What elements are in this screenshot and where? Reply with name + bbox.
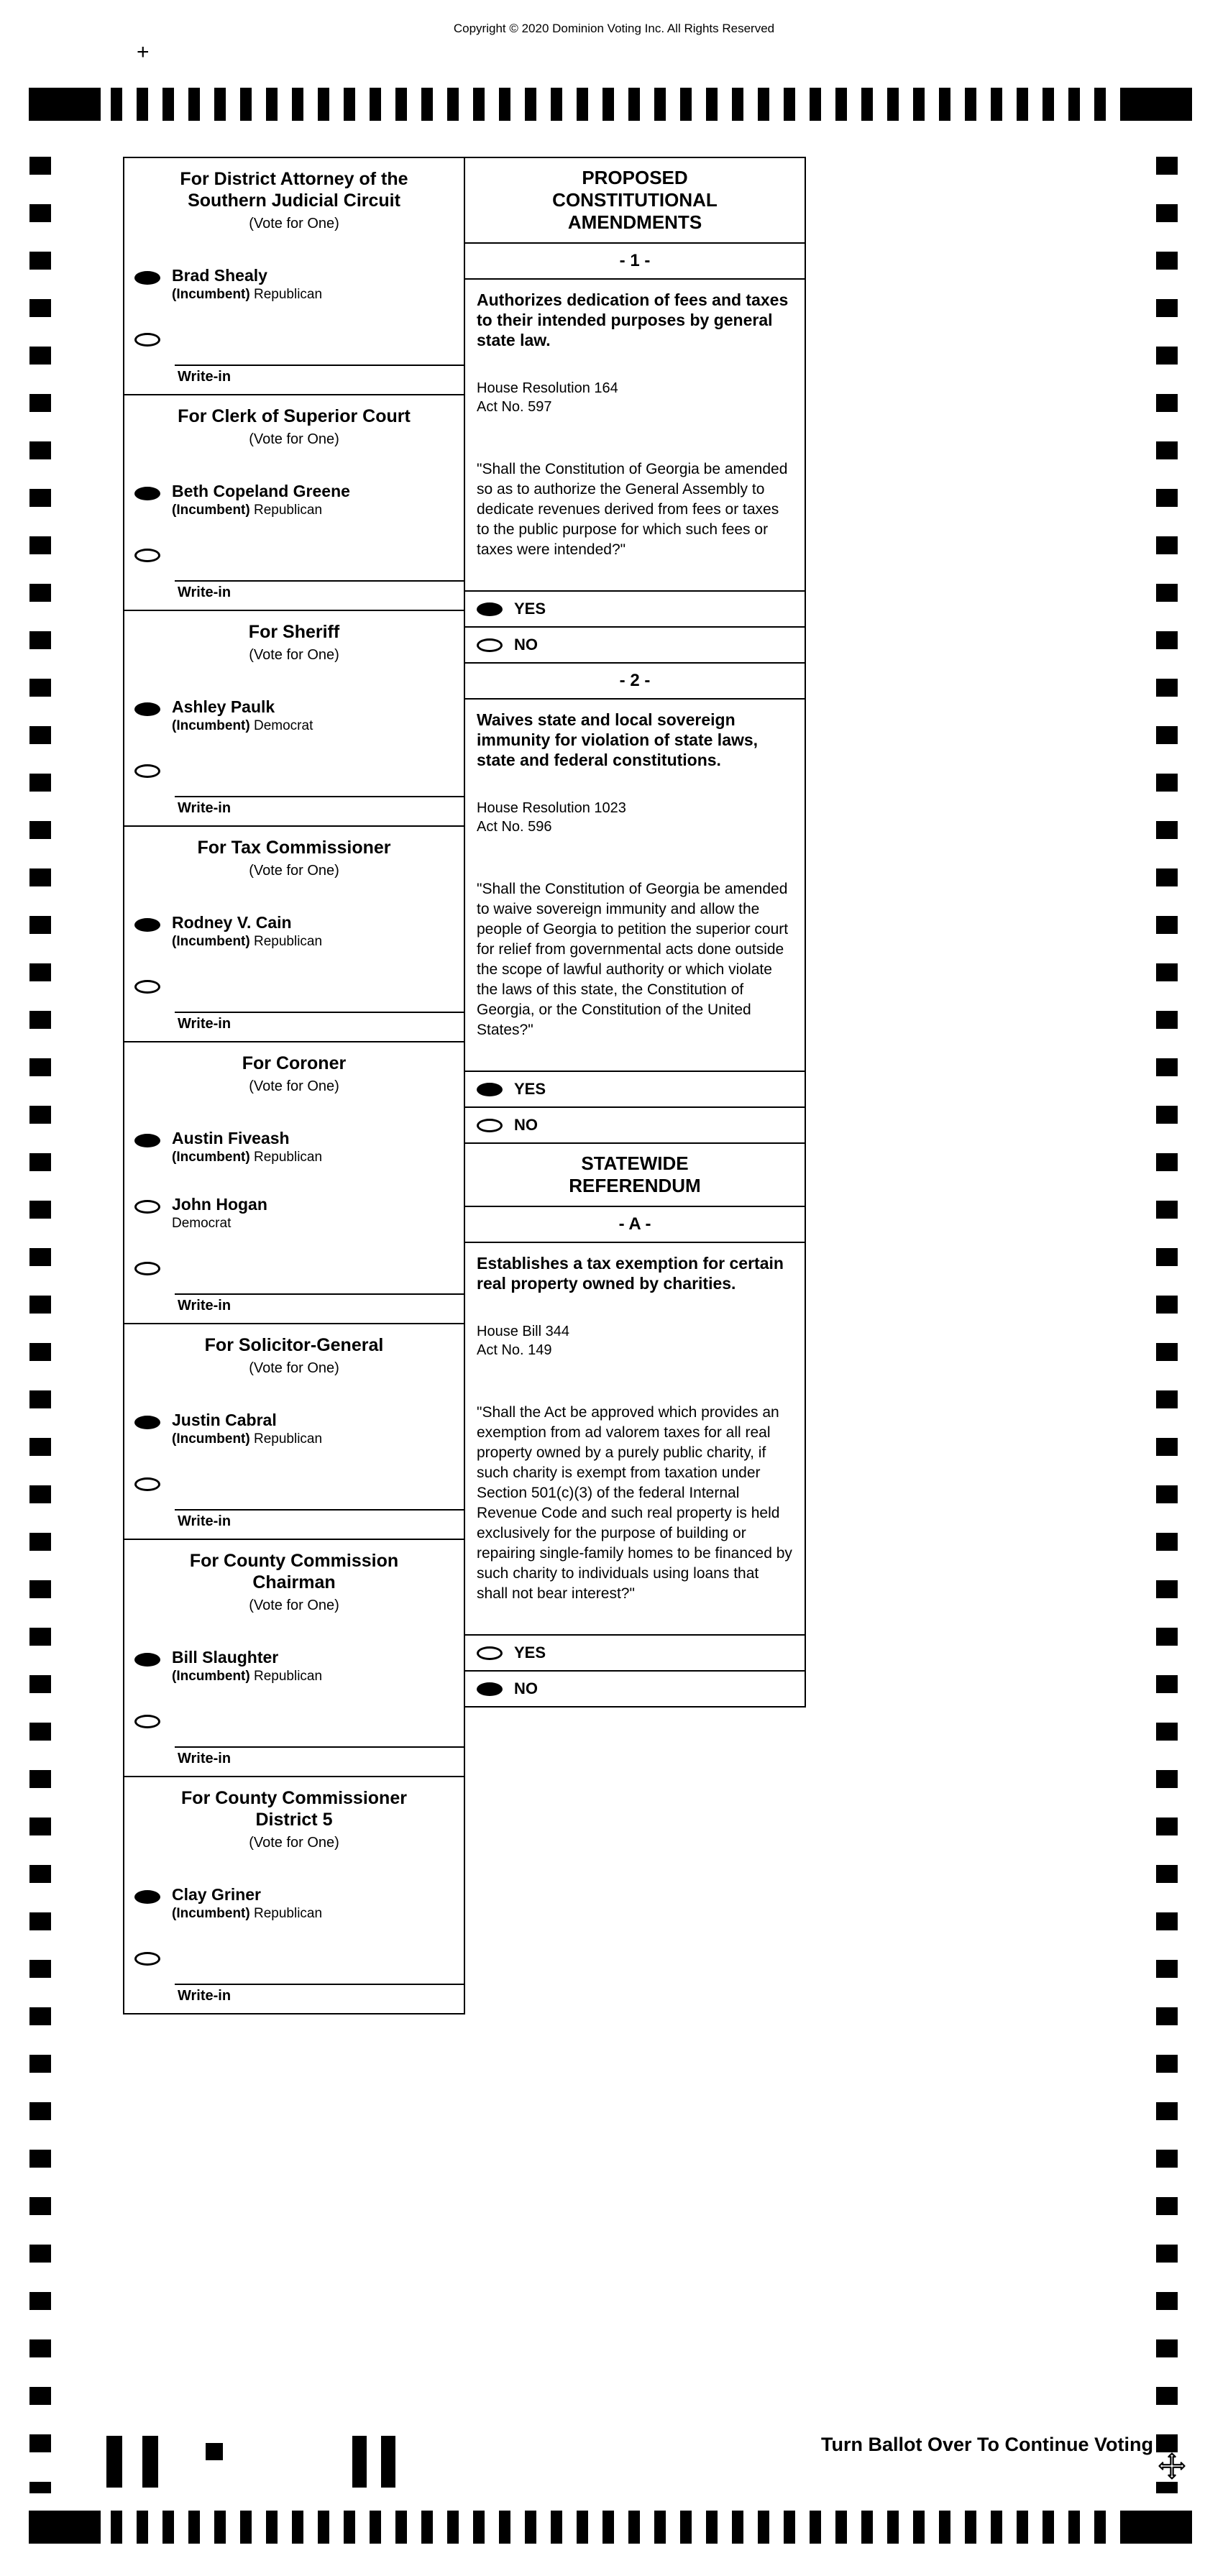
choice-label: NO <box>514 1116 538 1134</box>
write-in-oval-row <box>134 333 464 350</box>
measure-reference-line: Act No. 149 <box>477 1342 552 1358</box>
measure-references <box>477 379 793 416</box>
write-in-oval-row <box>134 980 464 997</box>
candidate-option[interactable] <box>124 1196 464 1232</box>
candidate-detail: (Incumbent) Republican <box>172 1906 323 1921</box>
candidate-text <box>172 1129 322 1165</box>
write-in-oval-row <box>134 549 464 566</box>
write-in-label: Write-in <box>178 1298 232 1314</box>
write-in-option[interactable] <box>124 1715 464 1776</box>
write-in-label: Write-in <box>178 585 232 600</box>
measure-question: "Shall the Constitution of Georgia be amended to waive sovereign immunity and allow the people of Georgia to petition the superior court for relief from governmental acts done outside the scope of lawful authority or which violate the laws of this state, the Constitution of Georgia, or the Constitution of the United States?" <box>477 881 789 1038</box>
contest-box <box>124 827 464 1042</box>
measure-reference-line: Act No. 597 <box>477 399 552 415</box>
timing-marks-left <box>29 157 51 2493</box>
contest-title: For Solicitor-General <box>204 1335 384 1355</box>
measure-body <box>465 700 805 1040</box>
filled-oval[interactable] <box>134 702 160 716</box>
contest-instruction: (Vote for One) <box>249 1078 339 1094</box>
candidate-detail: Democrat <box>172 1216 232 1231</box>
ballot-body <box>123 157 806 2014</box>
write-in-oval-row <box>134 1715 464 1732</box>
candidate-text <box>172 1649 322 1685</box>
filled-oval[interactable] <box>134 487 160 500</box>
contest-title: For Tax Commissioner <box>197 838 391 858</box>
write-in-oval-row <box>134 1477 464 1495</box>
candidate-text <box>172 914 322 950</box>
orientation-marks <box>106 2436 423 2490</box>
contest-title: For Coroner <box>242 1053 347 1073</box>
write-in-option[interactable] <box>124 1477 464 1539</box>
contest-title: For County Commissioner District 5 <box>181 1788 407 1830</box>
measure-references <box>477 799 793 836</box>
write-in-label: Write-in <box>178 800 232 816</box>
measure-summary: Authorizes dedication of fees and taxes to their intended purposes by general state law. <box>477 290 789 349</box>
choice-label: YES <box>514 1080 546 1098</box>
write-in-option[interactable] <box>124 980 464 1041</box>
section-header-title: PROPOSED CONSTITUTIONAL AMENDMENTS <box>552 167 718 233</box>
choice-list <box>465 1634 805 1706</box>
turn-over-icon <box>1158 2452 1186 2480</box>
timing-block-left <box>29 88 101 121</box>
filled-oval[interactable] <box>134 1653 160 1667</box>
write-in-oval-row <box>134 1952 464 1969</box>
measure-label: - 2 - <box>465 664 805 700</box>
measure-column <box>465 157 806 1708</box>
choice-label: YES <box>514 600 546 618</box>
contest-title: For Sheriff <box>248 622 340 642</box>
write-in-oval-row <box>134 764 464 781</box>
filled-oval[interactable] <box>134 1134 160 1147</box>
candidate-text <box>172 482 350 518</box>
filled-oval[interactable] <box>134 1416 160 1429</box>
candidate-option[interactable] <box>124 1649 464 1685</box>
orientation-bar <box>142 2436 158 2488</box>
candidate-text <box>172 1196 267 1232</box>
candidate-detail: (Incumbent) Republican <box>172 1150 323 1165</box>
section-header <box>465 158 805 244</box>
contest-box <box>124 1777 464 2013</box>
write-in-label: Write-in <box>178 1016 232 1032</box>
write-in-oval-row <box>134 1262 464 1279</box>
write-in-label: Write-in <box>178 1751 232 1766</box>
measure-question: "Shall the Act be approved which provides an exemption from ad valorem taxes for all real property owned by a purely public charity, if such charity is exempt from taxation under Section 501(c)(3) of the federal Internal Revenue Code and such real property is held exclusively for the purpose of building or repairing single-family homes to be financed by such charity to individuals using loans that shall not bear interest?" <box>477 1404 792 1602</box>
measure-label: - 1 - <box>465 244 805 280</box>
empty-oval[interactable] <box>477 1646 503 1660</box>
contest-instruction: (Vote for One) <box>249 1360 339 1376</box>
candidate-text <box>172 1886 322 1922</box>
contest-box <box>124 1324 464 1540</box>
turn-over-text: Turn Ballot Over To Continue Voting <box>821 2434 1153 2455</box>
filled-oval[interactable] <box>134 918 160 932</box>
measure-summary: Establishes a tax exemption for certain real property owned by charities. <box>477 1254 784 1293</box>
empty-oval[interactable] <box>134 1715 160 1728</box>
choice-option[interactable] <box>465 626 805 662</box>
candidate-name: John Hogan <box>172 1195 267 1214</box>
timing-ticks-top <box>111 88 1110 121</box>
write-in-option[interactable] <box>124 1952 464 2013</box>
timing-ticks-bottom <box>111 2511 1110 2544</box>
measure-box <box>465 664 805 1144</box>
choice-option[interactable] <box>465 1670 805 1706</box>
write-in-label: Write-in <box>178 369 232 385</box>
contest-instruction: (Vote for One) <box>249 863 339 879</box>
measure-references <box>477 1322 793 1360</box>
contest-box <box>124 1540 464 1777</box>
candidate-option[interactable] <box>124 267 464 303</box>
measure-label: - A - <box>465 1207 805 1243</box>
orientation-bar <box>352 2436 367 2488</box>
choice-list <box>465 1071 805 1142</box>
candidate-option[interactable] <box>124 1129 464 1165</box>
contest-instruction: (Vote for One) <box>249 216 339 232</box>
candidate-detail: (Incumbent) Republican <box>172 287 323 302</box>
orientation-square <box>206 2443 223 2460</box>
candidate-option[interactable] <box>124 1411 464 1447</box>
empty-oval[interactable] <box>134 1952 160 1966</box>
candidate-detail: (Incumbent) Republican <box>172 1431 323 1447</box>
contest-instruction: (Vote for One) <box>249 647 339 663</box>
filled-oval[interactable] <box>134 1890 160 1904</box>
candidate-name: Ashley Paulk <box>172 697 275 716</box>
empty-oval[interactable] <box>134 1200 160 1214</box>
contest-title: For District Attorney of the Southern Judicial Circuit <box>180 169 408 211</box>
filled-oval[interactable] <box>477 1682 503 1696</box>
contest-box <box>124 395 464 611</box>
timing-block-right <box>1120 2511 1192 2544</box>
contest-instruction: (Vote for One) <box>249 1598 339 1613</box>
candidate-name: Beth Copeland Greene <box>172 482 350 500</box>
contest-box <box>124 158 464 395</box>
section-header-title: STATEWIDE REFERENDUM <box>569 1152 701 1196</box>
choice-option[interactable] <box>465 590 805 626</box>
copyright-text: Copyright © 2020 Dominion Voting Inc. All Rights Reserved <box>453 22 775 35</box>
timing-marks-top <box>29 88 1192 121</box>
measure-reference-line: House Resolution 1023 <box>477 800 626 816</box>
empty-oval[interactable] <box>134 764 160 778</box>
timing-marks-bottom <box>29 2511 1192 2544</box>
timing-marks-right <box>1156 157 1178 2493</box>
write-in-label: Write-in <box>178 1513 232 1529</box>
choice-option[interactable] <box>465 1106 805 1142</box>
choice-list <box>465 590 805 662</box>
contest-title: For Clerk of Superior Court <box>178 406 411 426</box>
empty-oval[interactable] <box>134 549 160 562</box>
candidate-name: Justin Cabral <box>172 1411 277 1429</box>
filled-oval[interactable] <box>134 271 160 285</box>
measure-reference-line: Act No. 596 <box>477 819 552 835</box>
empty-oval[interactable] <box>134 333 160 347</box>
timing-block-right <box>1120 88 1192 121</box>
measure-box <box>465 1207 805 1706</box>
contest-column <box>123 157 465 2014</box>
write-in-option[interactable] <box>124 1262 464 1323</box>
empty-oval[interactable] <box>134 980 160 994</box>
choice-label: NO <box>514 636 538 654</box>
measure-box <box>465 244 805 664</box>
empty-oval[interactable] <box>134 1477 160 1491</box>
candidate-name: Clay Griner <box>172 1885 261 1904</box>
contest-title: For County Commission Chairman <box>189 1551 399 1592</box>
candidate-option[interactable] <box>124 1886 464 1922</box>
choice-label: YES <box>514 1644 546 1661</box>
candidate-option[interactable] <box>124 482 464 518</box>
orientation-bar <box>106 2436 122 2488</box>
candidate-detail: (Incumbent) Democrat <box>172 718 313 733</box>
candidate-detail: (Incumbent) Republican <box>172 503 323 518</box>
contest-instruction: (Vote for One) <box>249 431 339 447</box>
write-in-label: Write-in <box>178 1988 232 2004</box>
empty-oval[interactable] <box>477 638 503 652</box>
write-in-option[interactable] <box>124 764 464 825</box>
candidate-name: Brad Shealy <box>172 266 267 285</box>
candidate-name: Austin Fiveash <box>172 1129 290 1147</box>
section-header <box>465 1144 805 1207</box>
candidate-detail: (Incumbent) Republican <box>172 1669 323 1684</box>
candidate-name: Bill Slaughter <box>172 1648 279 1667</box>
filled-oval[interactable] <box>477 602 503 616</box>
measure-reference-line: House Bill 344 <box>477 1324 569 1339</box>
empty-oval[interactable] <box>477 1119 503 1132</box>
measure-body <box>465 1243 805 1604</box>
candidate-text <box>172 1411 322 1447</box>
empty-oval[interactable] <box>134 1262 160 1275</box>
write-in-option[interactable] <box>124 333 464 394</box>
candidate-option[interactable] <box>124 914 464 950</box>
measure-body <box>465 280 805 560</box>
timing-block-left <box>29 2511 101 2544</box>
turn-over-notice <box>821 2433 1186 2480</box>
measure-reference-line: House Resolution 164 <box>477 380 618 396</box>
write-in-option[interactable] <box>124 549 464 610</box>
contest-box <box>124 1042 464 1324</box>
choice-label: NO <box>514 1679 538 1697</box>
measure-question: "Shall the Constitution of Georgia be amended so as to authorize the General Assembly to dedicate revenues derived from fees or taxes to the public purpose for which such fees or taxes were intended?" <box>477 461 788 558</box>
choice-option[interactable] <box>465 1071 805 1106</box>
candidate-text <box>172 267 322 303</box>
candidate-detail: (Incumbent) Republican <box>172 934 323 949</box>
registration-plus-mark: + <box>137 40 150 64</box>
candidate-text <box>172 698 313 734</box>
candidate-name: Rodney V. Cain <box>172 913 292 932</box>
contest-box <box>124 611 464 827</box>
contest-instruction: (Vote for One) <box>249 1835 339 1851</box>
filled-oval[interactable] <box>477 1083 503 1096</box>
candidate-option[interactable] <box>124 698 464 734</box>
measure-summary: Waives state and local sovereign immunity for violation of state laws, state and federal constitutions. <box>477 710 759 769</box>
orientation-bar <box>381 2436 395 2488</box>
choice-option[interactable] <box>465 1634 805 1670</box>
